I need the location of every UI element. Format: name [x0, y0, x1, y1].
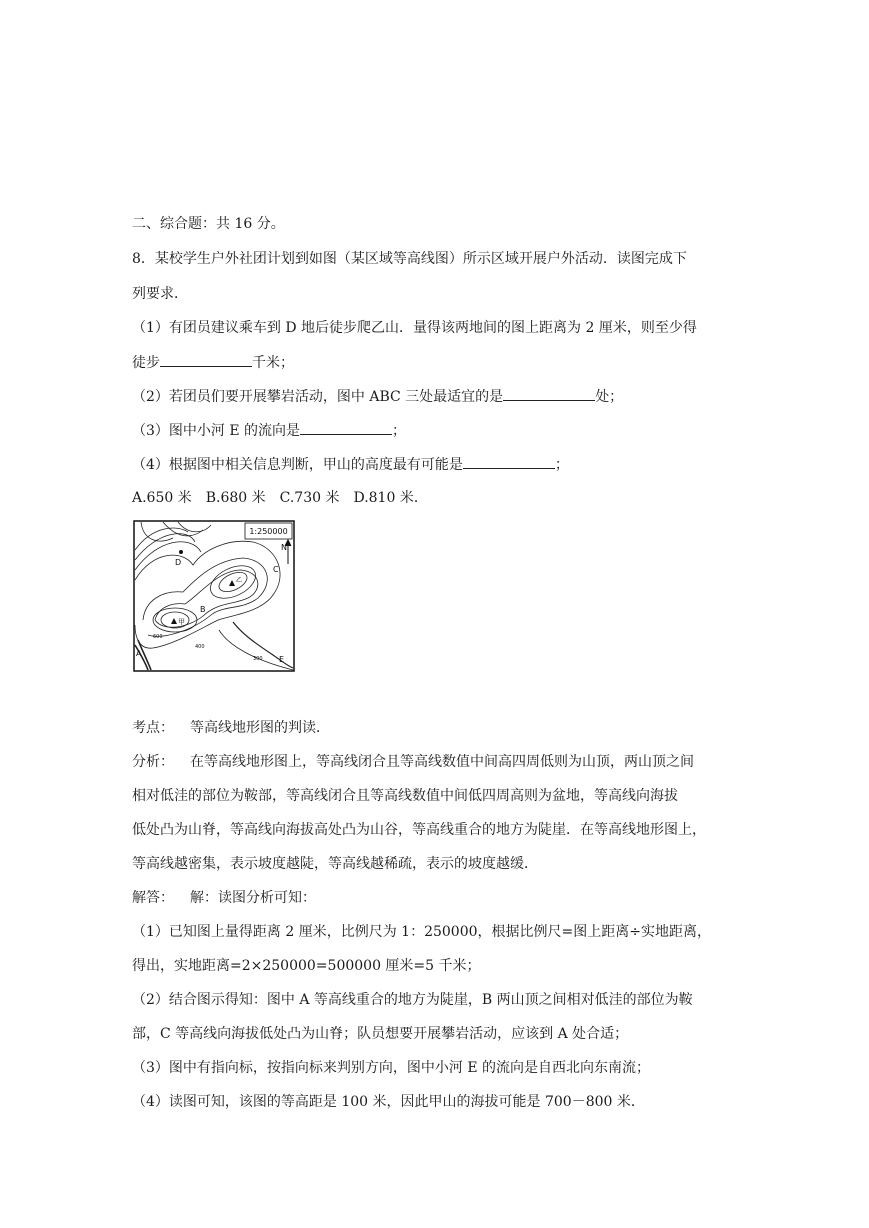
q1-line2: [132, 352, 294, 373]
label-peak-jia: 甲: [178, 618, 185, 626]
label-d: D: [175, 558, 182, 567]
q4-text-after: ；: [554, 457, 569, 473]
north-label: N: [281, 543, 287, 552]
label-c: C: [273, 565, 279, 574]
label-a: A: [136, 649, 142, 658]
label-peak-yi: 乙: [236, 577, 243, 584]
q2-text-after: 处；: [595, 389, 624, 405]
contour-label-400: 400: [195, 644, 205, 650]
q4-answer-blank[interactable]: [463, 454, 555, 469]
answer4-line: （4）读图可知，该图的等高距是 100 米，因此甲山的海拔可能是 700－800 米．: [132, 1094, 645, 1110]
section-title: 二、综合题：共 16 分。: [132, 216, 285, 232]
fenxi-label: 分析：: [132, 754, 174, 770]
kaodian-text: 等高线地形图的判读．: [190, 720, 330, 736]
fenxi-line4: 等高线越密集，表示坡度越陡，等高线越稀疏，表示的坡度越缓．: [132, 856, 538, 872]
q1-answer-blank[interactable]: [160, 352, 252, 367]
contour-label-600: 600: [153, 634, 163, 640]
q4-line: [132, 454, 569, 475]
q1-text-before: 徒步: [132, 355, 160, 371]
label-b: B: [200, 605, 206, 614]
fenxi-text-1: 在等高线地形图上，等高线闭合且等高线数值中间高四周低则为山顶，两山顶之间: [190, 754, 694, 770]
answer1-line1: （1）已知图上量得距离 2 厘米，比例尺为 1：250000，根据比例尺=图上距离÷实地距离，: [132, 924, 711, 940]
q3-text-before: （3）图中小河 E 的流向是: [132, 423, 301, 439]
answer2-line2: 部，C 等高线向海拔低处凸为山脊；队员想要开展攀岩活动，应该到 A 处合适；: [132, 1026, 629, 1042]
point-d-marker: [179, 550, 183, 554]
q3-line: [132, 420, 406, 441]
answer3-line: （3）图中有指向标，按指向标来判别方向，图中小河 E 的流向是自西北向东南流；: [132, 1060, 651, 1076]
contour-map: [133, 520, 295, 672]
q4-text-before: （4）根据图中相关信息判断，甲山的高度最有可能是: [132, 457, 463, 473]
fenxi-line2: 相对低洼的部位为鞍部，等高线闭合且等高线数值中间低四周高则为盆地，等高线向海拔: [132, 788, 678, 804]
kaodian-line: [132, 718, 330, 738]
label-e: E: [279, 655, 285, 664]
q1-text-after: 千米；: [252, 355, 294, 371]
fenxi-line1: [132, 752, 694, 772]
answer2-line1: （2）结合图示得知：图中 A 等高线重合的地方为陡崖，B 两山顶之间相对低洼的部位为鞍: [132, 992, 693, 1008]
q2-line: [132, 386, 623, 407]
jieda-text: 解：读图分析可知：: [190, 890, 316, 906]
question-stem-line2: 列要求．: [132, 286, 188, 302]
contour-label-300: 300: [253, 656, 263, 662]
map-scale-label: 1:250000: [249, 527, 288, 536]
answer-options: A.650 米 B.680 米 C.730 米 D.810 米．: [132, 490, 428, 506]
answer1-line2: 得出，实地距离=2×250000=500000 厘米=5 千米；: [132, 958, 481, 974]
jieda-label: 解答：: [132, 890, 174, 906]
q3-text-after: ；: [392, 423, 407, 439]
fenxi-line3: 低处凸为山脊，等高线向海拔高处凸为山谷，等高线重合的地方为陡崖．在等高线地形图上，: [132, 822, 706, 838]
q1-line1: （1）有团员建议乘车到 D 地后徒步爬乙山．量得该两地间的图上距离为 2 厘米，则至少得: [132, 320, 697, 336]
q2-answer-blank[interactable]: [503, 386, 595, 401]
question-stem-line1: 8．某校学生户外社团计划到如图（某区域等高线图）所示区域开展户外活动．读图完成下: [132, 251, 687, 267]
kaodian-label: 考点：: [132, 720, 174, 736]
q2-text-before: （2）若团员们要开展攀岩活动，图中 ABC 三处最适宜的是: [132, 389, 504, 405]
q3-answer-blank[interactable]: [300, 420, 392, 435]
jieda-line: [132, 888, 316, 908]
